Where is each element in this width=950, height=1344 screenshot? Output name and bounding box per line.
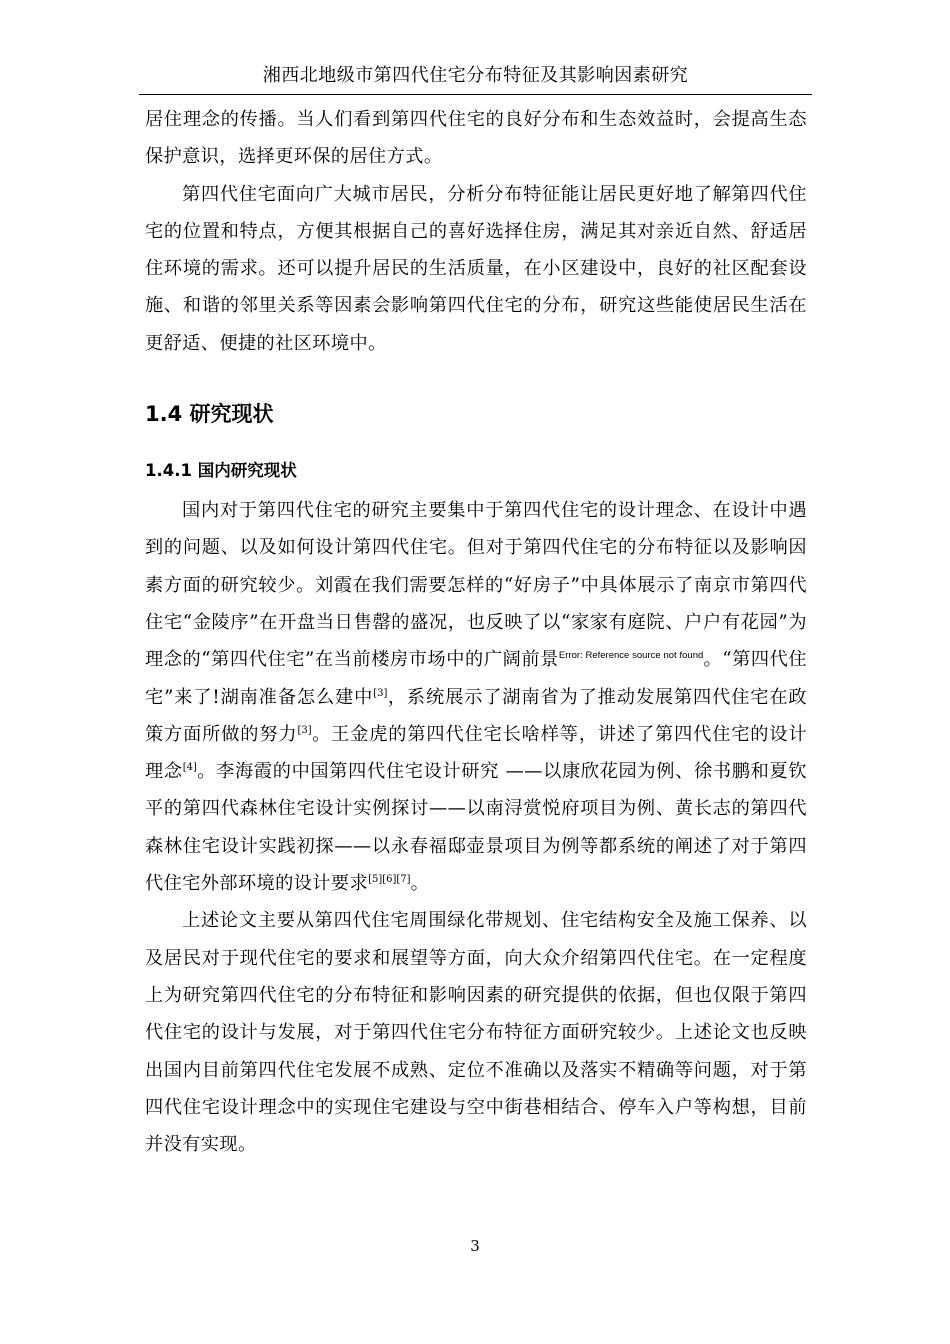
page-number: 3 [470,1237,480,1255]
header-divider [139,94,812,95]
text-segment: 。王金虎的第四代住宅长啥样等，讲述了第四代住宅的设计理念 [145,723,808,783]
paragraph-summary: 上述论文主要从第四代住宅周围绿化带规划、住宅结构安全及施工保养、以及居民对于现代住宅的要求和展望等方面，向大众介绍第四代住宅。在一定程度上为研究第四代住宅的分布特征和影响因素的研究提供的依据，但也仅限于第四代住宅的设计与发展，对于第四代住宅分布特征方面研究较少。上述论文也反映出国内目前第四代住宅发展不成熟、定位不准确以及落实不精确等问题，对于第四代住宅设计理念中的实现住宅建设与空中街巷相结合、停车入户等构想，目前并没有实现。 [145,910,807,1156]
document-body [145,101,807,1163]
text-segment: 。李海霞的中国第四代住宅设计研究 ——以康欣花园为例、徐书鹏和夏钦平的第四代森林住宅设计实例探讨——以南浔赏悦府项目为例、黄长志的第四代森林住宅设计实践初探——以永春福邸壶景项目为例等都系统的阐述了对于第四代住宅外部环境的设计要求 [145,761,807,895]
citation-ref: [3] [297,724,312,736]
text-segment: 。“第四代住宅”来了!湖南准备怎么建中 [145,649,807,708]
citation-ref: [3] [373,687,388,699]
text-segment: ，系统展示了湖南省为了推动发展第四代住宅在政策方面所做的努力 [145,686,807,745]
text-segment: 国内对于第四代住宅的研究主要集中于第四代住宅的设计理念、在设计中遇到的问题、以及如何设计第四代住宅。但对于第四代住宅的分布特征以及影响因素方面的研究较少。刘霞在我们需要怎样的“好房子”中具体展示了南京市第四代住宅“金陵序”在开盘当日售罄的盛况，也反映了以“家家有庭院、户户有花园”为理念的“第四代住宅”在当前楼房市场中的广阔前景 [145,500,807,671]
reference-error-note: Error: Reference source not found [558,650,704,662]
subsection-heading: 1.4.1 国内研究现状 [145,461,297,481]
citation-ref: [5][6][7] [368,873,411,885]
page-header-title: 湘西北地级市第四代住宅分布特征及其影响因素研究 [262,65,689,86]
paragraph-continuation: 居住理念的传播。当人们看到第四代住宅的良好分布和生态效益时，会提高生态保护意识，选择更环保的居住方式。 [145,109,807,168]
paragraph-domestic-research [145,492,807,902]
text-segment: 。 [410,873,430,895]
paragraph-residents: 第四代住宅面向广大城市居民，分析分布特征能让居民更好地了解第四代住宅的位置和特点，方便其根据自己的喜好选择住房，满足其对亲近自然、舒适居住环境的需求。还可以提升居民的生活质量，在小区建设中，良好的社区配套设施、和谐的邻里关系等因素会影响第四代住宅的分布，研究这些能使居民生活在更舒适、便捷的社区环境中。 [145,183,807,354]
section-heading: 1.4 研究现状 [145,402,274,427]
citation-ref: [4] [182,762,197,774]
